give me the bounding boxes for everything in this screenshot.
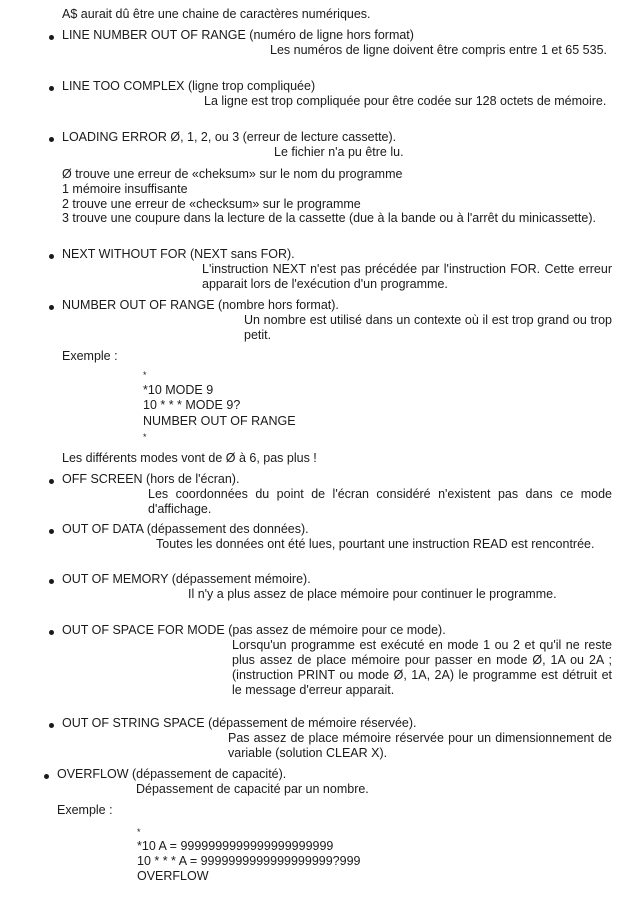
bullet-icon (49, 137, 54, 142)
code-line: 10 * * * A = 9999999999999999999?999 (137, 854, 361, 868)
entry-heading: OUT OF STRING SPACE (dépassement de mémoire réservée). (62, 716, 417, 730)
entry-description: Le fichier n'a pu être lu. (274, 145, 404, 159)
code-line: * (143, 370, 147, 380)
bullet-icon (49, 35, 54, 40)
entry-heading: OUT OF SPACE FOR MODE (pas assez de mémoire pour ce mode). (62, 623, 446, 637)
bullet-icon (49, 86, 54, 91)
bullet-icon (49, 479, 54, 484)
entry-description: Les numéros de ligne doivent être compris entre 1 et 65 535. (270, 43, 608, 57)
entry-description: Toutes les données ont été lues, pourtant une instruction READ est rencontrée. (156, 537, 595, 551)
list-item: Ø trouve une erreur de «cheksum» sur le nom du programme (62, 167, 403, 181)
entry-description: Dépassement de capacité par un nombre. (136, 782, 369, 796)
entry-heading: LINE TOO COMPLEX (ligne trop compliquée) (62, 79, 316, 93)
list-item: 2 trouve une erreur de «checksum» sur le programme (62, 197, 361, 211)
code-line: OVERFLOW (137, 869, 209, 883)
example-label: Exemple : (62, 349, 118, 363)
code-line: * (137, 827, 141, 837)
bullet-icon (49, 254, 54, 259)
entry-heading: OVERFLOW (dépassement de capacité). (57, 767, 287, 781)
entry-heading: OUT OF DATA (dépassement des données). (62, 522, 309, 536)
entry-description: Les coordonnées du point de l'écran considéré n'existent pas dans ce mode d'affichage. (148, 487, 612, 516)
code-line: *10 MODE 9 (143, 383, 214, 397)
bullet-icon (49, 630, 54, 635)
list-item: 1 mémoire insuffisante (62, 182, 188, 196)
entry-heading: OFF SCREEN (hors de l'écran). (62, 472, 240, 486)
entry-description: Pas assez de place mémoire réservée pour un dimensionnement de variable (solution CLEAR X). (228, 731, 612, 760)
code-line: NUMBER OUT OF RANGE (143, 414, 296, 428)
entry-heading: NUMBER OUT OF RANGE (nombre hors format). (62, 298, 339, 312)
entry-heading: LINE NUMBER OUT OF RANGE (numéro de ligne hors format) (62, 28, 414, 42)
code-line: 10 * * * MODE 9? (143, 398, 241, 412)
code-line: *10 A = 9999999999999999999999 (137, 839, 334, 853)
entry-description: Il n'y a plus assez de place mémoire pour continuer le programme. (188, 587, 557, 601)
entry-heading: NEXT WITHOUT FOR (NEXT sans FOR). (62, 247, 295, 261)
entry-description: Lorsqu'un programme est exécuté en mode 1 ou 2 et qu'il ne reste plus assez de place mémoire pour passer en mode Ø, 1A ou 2A ; (instruction PRINT ou mode Ø, 1A, 2A) le programme est détruit et le message d'erreur apparait. (232, 638, 612, 697)
code-line: * (143, 432, 147, 442)
bullet-icon (49, 305, 54, 310)
bullet-icon (49, 723, 54, 728)
note-text: Les différents modes vont de Ø à 6, pas plus ! (62, 451, 317, 465)
entry-heading: OUT OF MEMORY (dépassement mémoire). (62, 572, 311, 586)
intro-text: A$ aurait dû être une chaine de caractères numériques. (62, 7, 371, 21)
entry-description: La ligne est trop compliquée pour être codée sur 128 octets de mémoire. (204, 94, 607, 108)
list-item: 3 trouve une coupure dans la lecture de la cassette (due à la bande ou à l'arrêt du minicassette). (62, 211, 596, 225)
entry-description: L'instruction NEXT n'est pas précédée par l'instruction FOR. Cette erreur apparait lors de l'exécution d'un programme. (202, 262, 612, 291)
bullet-icon (44, 774, 49, 779)
entry-description: Un nombre est utilisé dans un contexte où il est trop grand ou trop petit. (244, 313, 612, 342)
entry-heading: LOADING ERROR Ø, 1, 2, ou 3 (erreur de lecture cassette). (62, 130, 397, 144)
bullet-icon (49, 579, 54, 584)
example-label: Exemple : (57, 803, 113, 817)
bullet-icon (49, 529, 54, 534)
